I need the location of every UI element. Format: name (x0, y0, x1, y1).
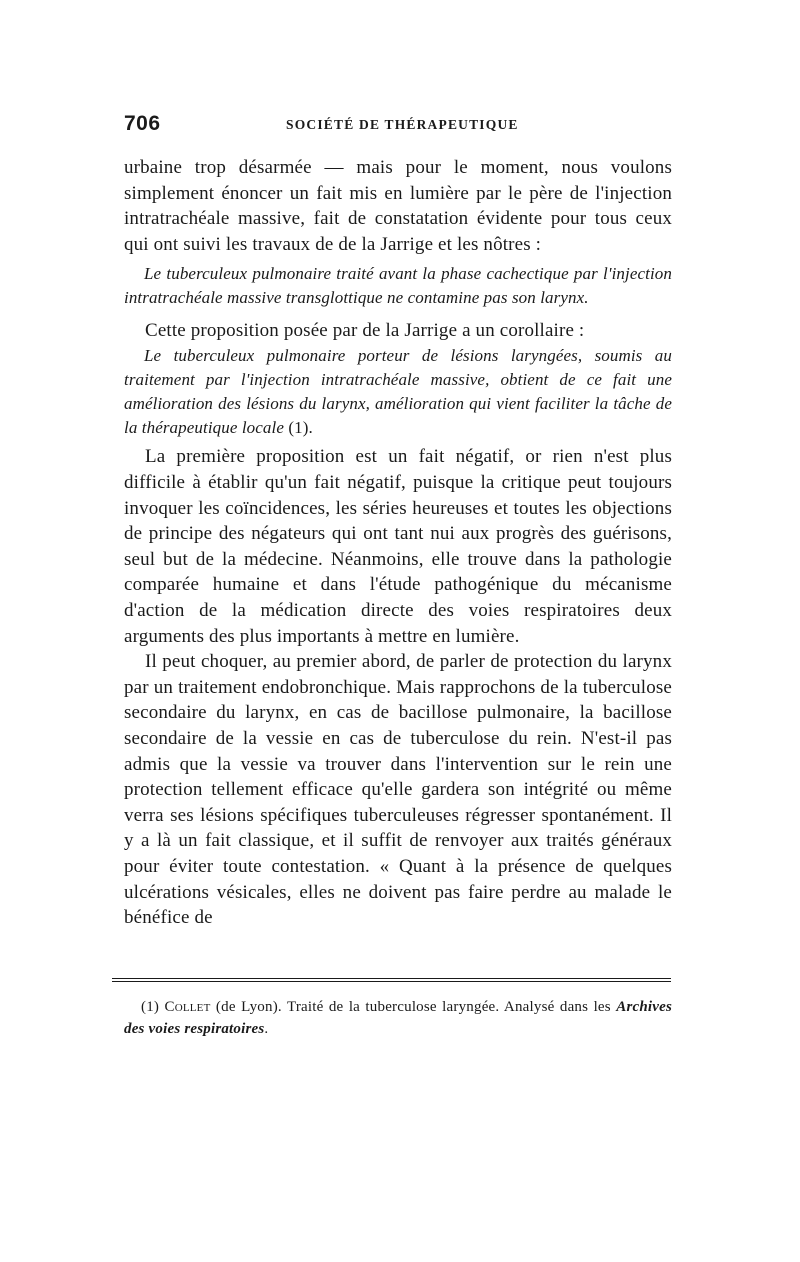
footnote-text-b: . (264, 1020, 269, 1037)
page-number: 706 (124, 112, 161, 135)
footnote-separator-secondary (112, 981, 671, 982)
proposition-two (124, 344, 672, 440)
paragraph-corollary-intro: Cette proposition posée par de la Jarrige a un corollaire : (145, 320, 585, 342)
footnote-reference: (1). (283, 417, 313, 437)
proposition-one: Le tuberculeux pulmonaire traité avant la phase cachectique par l'injection intratrachéale massive transglottique ne contamine pas son larynx. (124, 264, 672, 308)
footnote (124, 997, 672, 1040)
page-content (124, 112, 672, 929)
body-text (124, 155, 672, 931)
paragraph-protection: Il peut choquer, au premier abord, de parler de protection du larynx par un traitement endobronchique. Mais rapprochons de la tuberculose secondaire du larynx, en cas de bacillose pulmonaire, la bacillose secondaire de la vessie en cas de tuberculose du rein. N'est-il pas admis que la vessie va trouver dans l'intervention sur le rein une protection tellement efficace qu'elle gardera son intégrité ou même verra ses lésions spécifiques tuberculeuses régresser spontanément. Il y a là un fait classique, et il suffit de renvoyer aux traités généraux pour éviter toute contestation. « Quant à la présence de quelques ulcérations vésicales, elles ne doivent pas faire perdre au malade le bénéfice de (124, 651, 672, 929)
footnote-text-a: (de Lyon). Traité de la tuberculose laryngée. Analysé dans les (210, 999, 617, 1015)
proposition-two-text: Le tuberculeux pulmonaire porteur de lésions laryngées, soumis au traitement par l'injection intratrachéale massive, obtient de ce fait une amélioration des lésions du larynx, amélioration qui vient faciliter la tâche de la thérapeutique locale (124, 345, 672, 437)
footnote-author: Collet (164, 999, 211, 1015)
running-header (124, 112, 672, 148)
footnote-marker: (1) (141, 999, 165, 1015)
footnote-separator (112, 978, 671, 979)
paragraph-first-proposition: La première proposition est un fait négatif, or rien n'est plus difficile à établir qu'un fait négatif, puisque la critique peut toujours invoquer les coïncidences, les séries heureuses et toutes les objections de principe des négateurs qui ont tant nui aux progrès des guérisons, seul but de la médecine. Néanmoins, elle trouve dans la pathologie comparée humaine et dans l'étude pathogénique du mécanisme d'action de la médication directe des voies respiratoires deux arguments des plus importants à mettre en lumière. (124, 446, 672, 647)
footnote-text (124, 997, 672, 1040)
footnote-journal: Archives des voies respiratoires (124, 999, 672, 1037)
running-title: SOCIÉTÉ DE THÉRAPEUTIQUE (286, 117, 519, 132)
paragraph-continuation: urbaine trop désarmée — mais pour le moment, nous voulons simplement énoncer un fait mis en lumière par le père de l'injection intratrachéale massive, fait de constatation évidente pour tous ceux qui ont suivi les travaux de de la Jarrige et les nôtres : (124, 157, 672, 255)
